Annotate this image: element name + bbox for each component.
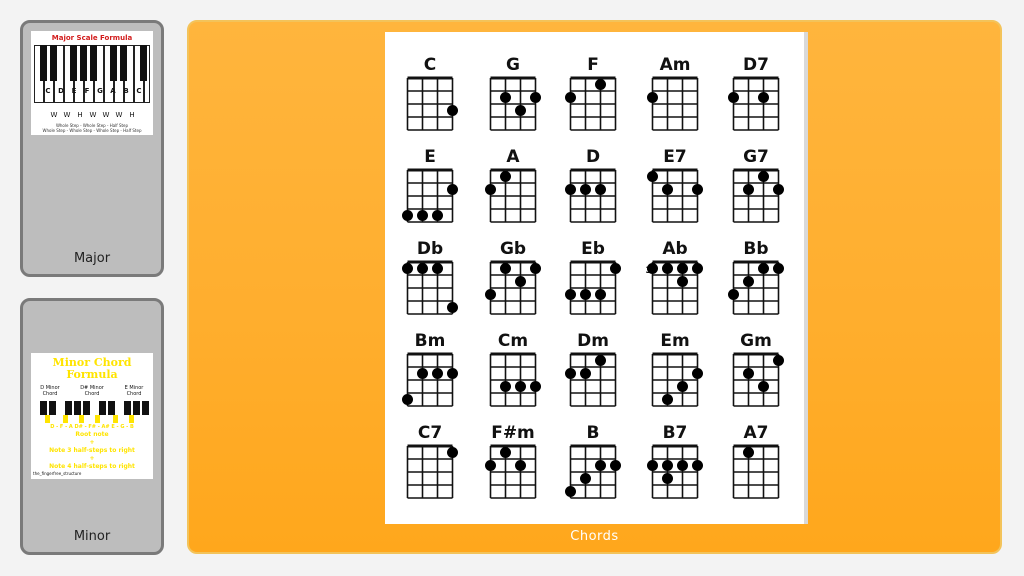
finger-dot (515, 105, 526, 116)
scale-caption-1: Whole Step - Whole Step - Half Step (55, 123, 129, 128)
minor-chord-image (31, 353, 153, 479)
finger-dot (530, 92, 541, 103)
chord-name: Ab (662, 239, 688, 259)
finger-dot (447, 302, 458, 313)
chord-name: D7 (743, 55, 769, 75)
chord-diagram (408, 55, 459, 130)
finger-dot (565, 368, 576, 379)
finger-dot (515, 381, 526, 392)
chord-diagram (565, 239, 621, 314)
chord-name: Gb (499, 239, 527, 259)
chord-diagram (485, 239, 541, 314)
finger-dot (677, 460, 688, 471)
finger-dot (692, 368, 703, 379)
finger-dot (565, 184, 576, 195)
chord-name: E7 (663, 147, 687, 167)
chord-name: Am (659, 55, 691, 75)
formula-line: + (89, 439, 95, 446)
finger-dot (743, 276, 754, 287)
chord-name: Db (416, 239, 444, 259)
sheet-shadow (804, 32, 808, 524)
minor-chord-label: D# Minor Chord (80, 385, 104, 397)
chord-diagram (565, 423, 621, 498)
finger-dot (773, 355, 784, 366)
chord-name: A7 (743, 423, 769, 443)
chord-name: C (423, 55, 437, 75)
finger-dot (595, 460, 606, 471)
finger-dot (662, 473, 673, 484)
finger-dot (500, 171, 511, 182)
chord-name: Eb (581, 239, 605, 259)
finger-dot (610, 460, 621, 471)
finger-dot (565, 486, 576, 497)
minor-notes-row: D - F - A D# - F# - A# E - G - B (50, 424, 134, 430)
major-scale-image: Major Scale Formula C D E F G A B C W W H W W W H Whole Step - Whole Step - Half Step Whole Step - Whole Step - Whole Step - Half Step (31, 31, 153, 135)
finger-dot (432, 368, 443, 379)
finger-dot (402, 263, 413, 274)
finger-dot (677, 276, 688, 287)
finger-dot (485, 289, 496, 300)
finger-dot (432, 263, 443, 274)
finger-dot (580, 368, 591, 379)
formula-line: Root note (75, 431, 109, 438)
finger-dot (447, 368, 458, 379)
chord-name: B (586, 423, 600, 443)
chord-chart-sheet (385, 32, 806, 524)
chord-name: Dm (577, 331, 609, 351)
chord-diagram (565, 331, 616, 406)
finger-dot (580, 184, 591, 195)
finger-dot (662, 394, 673, 405)
finger-dot (485, 184, 496, 195)
chord-diagram (647, 147, 703, 222)
chord-name: B7 (662, 423, 688, 443)
chord-diagram (647, 55, 698, 130)
slide-caption: Chords (570, 529, 619, 544)
finger-dot (595, 289, 606, 300)
minor-piano-keys (35, 401, 149, 423)
finger-dot (647, 460, 658, 471)
chord-diagram (402, 331, 458, 406)
chord-diagram (402, 239, 458, 314)
finger-dot (595, 184, 606, 195)
fret-marker: 3 (645, 266, 652, 276)
finger-dot (565, 289, 576, 300)
finger-dot (447, 184, 458, 195)
scale-caption-2: Whole Step - Whole Step - Whole Step - Half Step (42, 128, 142, 133)
formula-line: Note 3 half-steps to right (49, 447, 135, 454)
finger-dot (677, 263, 688, 274)
finger-dot (773, 263, 784, 274)
finger-dot (728, 92, 739, 103)
finger-dot (515, 276, 526, 287)
chord-diagram (408, 423, 459, 498)
chord-diagram (491, 331, 542, 406)
chord-name: F#m (491, 423, 535, 443)
minor-title: Minor Chord Formula (52, 356, 132, 381)
finger-dot (692, 263, 703, 274)
chord-name: Em (660, 331, 690, 351)
finger-dot (595, 355, 606, 366)
finger-dot (773, 184, 784, 195)
finger-dot (500, 263, 511, 274)
finger-dot (515, 460, 526, 471)
chord-diagram (485, 147, 536, 222)
chord-name: F (587, 55, 599, 75)
finger-dot (417, 210, 428, 221)
thumbnail-label-major: Major (73, 251, 111, 266)
chord-name: C7 (417, 423, 443, 443)
finger-dot (500, 447, 511, 458)
finger-dot (692, 184, 703, 195)
credit-text: the_fingerfree_structure (33, 471, 82, 476)
chord-diagram (728, 55, 779, 130)
finger-dot (758, 92, 769, 103)
finger-dot (485, 460, 496, 471)
finger-dot (417, 368, 428, 379)
chord-name: Gm (740, 331, 772, 351)
finger-dot (447, 105, 458, 116)
finger-dot (662, 263, 673, 274)
chord-diagram (491, 55, 542, 130)
finger-dot (758, 263, 769, 274)
chord-diagram (653, 331, 704, 406)
chord-name: Bb (743, 239, 769, 259)
chord-name: E (424, 147, 436, 167)
slide-thumbnail-minor[interactable] (20, 298, 164, 555)
chord-diagram (734, 331, 785, 406)
finger-dot (647, 92, 658, 103)
chord-diagram (565, 147, 616, 222)
finger-dot (530, 381, 541, 392)
chord-name: G (506, 55, 520, 75)
finger-dot (662, 184, 673, 195)
formula-line: + (89, 455, 95, 462)
chord-name: D (585, 147, 601, 167)
finger-dot (500, 381, 511, 392)
chord-name: A (506, 147, 520, 167)
chord-name: G7 (743, 147, 769, 167)
finger-dot (677, 381, 688, 392)
chord-diagram (728, 239, 784, 314)
minor-chord-label: D Minor Chord (40, 385, 60, 397)
ukulele-chord-chart (385, 32, 806, 524)
chord-name: Cm (497, 331, 529, 351)
finger-dot (500, 92, 511, 103)
finger-dot (610, 263, 621, 274)
chord-diagram (565, 55, 616, 130)
chord-diagram (485, 423, 536, 498)
finger-dot (743, 447, 754, 458)
chord-name: Bm (414, 331, 446, 351)
finger-dot (692, 460, 703, 471)
finger-dot (402, 394, 413, 405)
finger-dot (743, 368, 754, 379)
chord-diagram (646, 239, 704, 314)
chord-diagram (734, 423, 779, 498)
finger-dot (447, 447, 458, 458)
finger-dot (432, 210, 443, 221)
finger-dot (402, 210, 413, 221)
finger-dot (595, 79, 606, 90)
finger-dot (758, 381, 769, 392)
finger-dot (647, 171, 658, 182)
finger-dot (758, 171, 769, 182)
chord-diagram (734, 147, 785, 222)
finger-dot (728, 289, 739, 300)
formula-line: Note 4 half-steps to right (49, 463, 135, 470)
finger-dot (530, 263, 541, 274)
finger-dot (580, 473, 591, 484)
finger-dot (580, 289, 591, 300)
major-scale-title: Major Scale Formula (31, 31, 153, 45)
finger-dot (565, 92, 576, 103)
chord-diagram (647, 423, 703, 498)
finger-dot (417, 263, 428, 274)
thumbnail-label-minor: Minor (73, 529, 111, 544)
minor-chord-label: E Minor Chord (124, 385, 144, 397)
chord-diagram (402, 147, 458, 222)
finger-dot (662, 460, 673, 471)
finger-dot (743, 184, 754, 195)
slide-thumbnail-major[interactable] (20, 20, 164, 277)
main-slide-panel[interactable] (187, 20, 1002, 554)
